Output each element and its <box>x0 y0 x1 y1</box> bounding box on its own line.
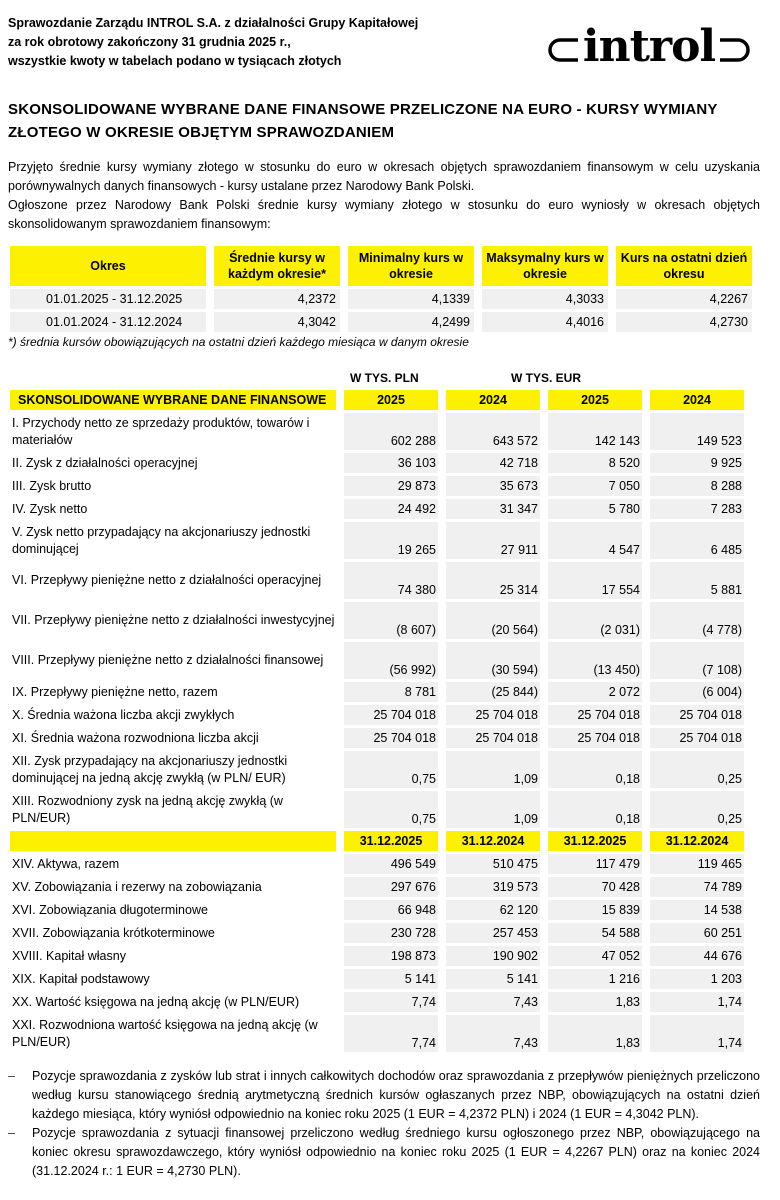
footnote-bullet: – <box>8 1126 15 1140</box>
financial-header-column: 2025 <box>548 390 642 410</box>
unit-pln-label: W TYS. PLN <box>350 371 419 385</box>
financial-header-column: 2024 <box>446 390 540 410</box>
financial-row-value: 643 572 <box>446 413 540 450</box>
financial-row-value: 5 141 <box>344 969 438 989</box>
footnotes <box>8 1067 760 1181</box>
financial-row-value: 29 873 <box>344 476 438 496</box>
financial-row <box>10 413 752 450</box>
financial-row <box>10 969 752 989</box>
financial-row <box>10 705 752 725</box>
financial-row-label: XII. Zysk przypadający na akcjonariuszy jednostki dominującej na jedną akcję zwykłą (w PLN/ EUR) <box>12 754 288 785</box>
financial-row-value: 119 465 <box>650 854 744 874</box>
financial-row-value: 66 948 <box>344 900 438 920</box>
financial-row <box>10 946 752 966</box>
financial-row-value: 74 789 <box>650 877 744 897</box>
financial-row <box>10 682 752 702</box>
rates-header-min: Minimalny kurs w okresie <box>348 246 474 286</box>
financial-row-value: 47 052 <box>548 946 642 966</box>
financial-row-value: 25 704 018 <box>548 705 642 725</box>
financial-row-value: 15 839 <box>548 900 642 920</box>
financial-header-label: SKONSOLIDOWANE WYBRANE DANE FINANSOWE <box>10 390 336 410</box>
rates-min: 4,2499 <box>348 312 474 332</box>
financial-row-value: 44 676 <box>650 946 744 966</box>
financial-row-value: (4 778) <box>650 602 744 639</box>
financial-row-value: 5 881 <box>650 562 744 599</box>
financial-row-value: 0,75 <box>344 751 438 788</box>
footnote-item <box>8 1067 760 1124</box>
financial-row-value: 1 203 <box>650 969 744 989</box>
financial-row-label: VI. Przepływy pieniężne netto z działalności operacyjnej <box>12 573 322 588</box>
financial-row-value: 31 347 <box>446 499 540 519</box>
financial-row-label: II. Zysk z działalności operacyjnej <box>12 455 198 470</box>
financial-row-label: I. Przychody netto ze sprzedaży produktów, towarów i materiałów <box>12 416 310 447</box>
financial-header-column: 31.12.2025 <box>344 831 438 851</box>
financial-row-value: (7 108) <box>650 642 744 679</box>
financial-row-value: (13 450) <box>548 642 642 679</box>
financial-row-value: 496 549 <box>344 854 438 874</box>
header-line-1: Sprawozdanie Zarządu INTROL S.A. z działalności Grupy Kapitałowej <box>8 16 419 30</box>
financial-row <box>10 453 752 473</box>
rates-average: 4,2372 <box>214 289 340 309</box>
financial-row-label: III. Zysk brutto <box>12 478 92 493</box>
financial-row <box>10 602 752 639</box>
rates-header-period: Okres <box>10 246 206 286</box>
financial-row-label: XIII. Rozwodniony zysk na jedną akcję zwykłą (w PLN/EUR) <box>12 794 283 825</box>
unit-eur-label: W TYS. EUR <box>511 371 582 385</box>
financial-row <box>10 751 752 788</box>
financial-row-value: 25 314 <box>446 562 540 599</box>
financial-row-value: 14 538 <box>650 900 744 920</box>
financial-row-label: XVIII. Kapitał własny <box>12 948 126 963</box>
financial-row-value: 1,74 <box>650 1015 744 1052</box>
financial-row-value: 25 704 018 <box>344 705 438 725</box>
rates-row <box>10 312 752 332</box>
financial-row-value: 142 143 <box>548 413 642 450</box>
financial-row-value: 7 050 <box>548 476 642 496</box>
financial-row <box>10 562 752 599</box>
financial-row-value: 5 141 <box>446 969 540 989</box>
financial-row-value: 7,43 <box>446 992 540 1012</box>
financial-data-table <box>10 390 752 1052</box>
financial-row-value: 8 520 <box>548 453 642 473</box>
financial-row-value: 1,09 <box>446 751 540 788</box>
section-title: SKONSOLIDOWANE WYBRANE DANE FINANSOWE PRZELICZONE NA EURO - KURSY WYMIANY ZŁOTEGO W OKRESIE OBJĘTYM SPRAWOZDANIEM <box>8 101 718 141</box>
rates-footnote: *) średnia kursów obowiązujących na ostatni dzień każdego miesiąca w danym okresie <box>8 335 469 349</box>
footnote-text: Pozycje sprawozdania z sytuacji finansowej przeliczono według średniego kursu ogłoszonego przez NBP, obowiązującego na koniec okresu sprawozdawczego, który wyniósł odpowiednio na koniec roku 2025 (1 EUR = 4,2267 PLN) oraz na koniec 2024 (31.12.2024 r.: 1 EUR = 4,2730 PLN). <box>32 1126 760 1178</box>
rates-max: 4,3033 <box>482 289 608 309</box>
financial-row-value: 74 380 <box>344 562 438 599</box>
financial-header-column: 2024 <box>650 390 744 410</box>
financial-row-value: 1,83 <box>548 1015 642 1052</box>
financial-header-row <box>10 390 752 410</box>
financial-row-value: 24 492 <box>344 499 438 519</box>
financial-row-value: 4 547 <box>548 522 642 559</box>
financial-row-value: 602 288 <box>344 413 438 450</box>
financial-row-label: VIII. Przepływy pieniężne netto z działalności finansowej <box>12 653 324 668</box>
financial-row-value: 319 573 <box>446 877 540 897</box>
financial-row-value: 19 265 <box>344 522 438 559</box>
financial-row-label: XXI. Rozwodniona wartość księgowa na jedną akcję (w PLN/EUR) <box>12 1018 318 1049</box>
financial-row-value: (8 607) <box>344 602 438 639</box>
financial-row-value: 25 704 018 <box>548 728 642 748</box>
footnote-item <box>8 1124 760 1181</box>
rates-header-row <box>10 246 752 286</box>
rates-row <box>10 289 752 309</box>
financial-row-value: 190 902 <box>446 946 540 966</box>
financial-row-label: VII. Przepływy pieniężne netto z działalności inwestycyjnej <box>12 613 335 628</box>
financial-row <box>10 877 752 897</box>
exchange-rates-table <box>10 246 752 332</box>
financial-row-value: 7,74 <box>344 992 438 1012</box>
financial-row <box>10 1015 752 1052</box>
financial-row-value: 25 704 018 <box>446 728 540 748</box>
financial-header-label <box>10 831 336 851</box>
financial-row <box>10 992 752 1012</box>
financial-row-value: 27 911 <box>446 522 540 559</box>
financial-row-label: XVII. Zobowiązania krótkoterminowe <box>12 925 215 940</box>
financial-row-value: 1 216 <box>548 969 642 989</box>
financial-row-label: V. Zysk netto przypadający na akcjonariuszy jednostki dominującej <box>12 525 311 556</box>
financial-header-column: 31.12.2024 <box>446 831 540 851</box>
financial-row <box>10 854 752 874</box>
financial-row-value: (56 992) <box>344 642 438 679</box>
financial-row-value: 36 103 <box>344 453 438 473</box>
intro-text <box>8 158 760 234</box>
financial-row-label: X. Średnia ważona liczba akcji zwykłych <box>12 707 235 722</box>
financial-row-value: 0,75 <box>344 791 438 828</box>
financial-row-value: 230 728 <box>344 923 438 943</box>
financial-row-value: 60 251 <box>650 923 744 943</box>
financial-row-value: (30 594) <box>446 642 540 679</box>
footnote-text: Pozycje sprawozdania z zysków lub strat i innych całkowitych dochodów oraz sprawozdania z przepływów pieniężnych przeliczono według kursu stanowiącego średnią arytmetyczną średnich kursów ogłaszanych przez NBP, obowiązujących na ostatni dzień każdego miesiąca, który wyniósł odpowiednio na koniec roku 2025 (1 EUR = 4,2372 PLN) i 2024 (1 EUR = 4,3042 PLN). <box>32 1069 760 1121</box>
financial-row-value: (20 564) <box>446 602 540 639</box>
financial-row-label: IX. Przepływy pieniężne netto, razem <box>12 684 218 699</box>
financial-row-value: 70 428 <box>548 877 642 897</box>
logo-text: introl <box>582 21 716 72</box>
financial-row-value: 42 718 <box>446 453 540 473</box>
financial-header-column: 31.12.2024 <box>650 831 744 851</box>
financial-row-value: 7 283 <box>650 499 744 519</box>
rates-average: 4,3042 <box>214 312 340 332</box>
financial-row-value: 9 925 <box>650 453 744 473</box>
financial-row-value: 25 704 018 <box>344 728 438 748</box>
rates-max: 4,4016 <box>482 312 608 332</box>
financial-row-value: 1,83 <box>548 992 642 1012</box>
financial-row <box>10 499 752 519</box>
financial-row <box>10 522 752 559</box>
financial-row-value: 1,74 <box>650 992 744 1012</box>
rates-period: 01.01.2024 - 31.12.2024 <box>10 312 206 332</box>
rates-min: 4,1339 <box>348 289 474 309</box>
financial-row-value: 297 676 <box>344 877 438 897</box>
financial-row-value: 25 704 018 <box>650 705 744 725</box>
rates-header-max: Maksymalny kurs w okresie <box>482 246 608 286</box>
financial-row <box>10 923 752 943</box>
financial-row <box>10 642 752 679</box>
financial-row-value: 54 588 <box>548 923 642 943</box>
financial-row <box>10 476 752 496</box>
header-line-3: wszystkie kwoty w tabelach podano w tysiącach złotych <box>8 54 342 68</box>
financial-row-value: 0,25 <box>650 751 744 788</box>
rates-last-day: 4,2730 <box>616 312 752 332</box>
financial-header-row <box>10 831 752 851</box>
rates-period: 01.01.2025 - 31.12.2025 <box>10 289 206 309</box>
financial-row-value: 0,18 <box>548 791 642 828</box>
financial-row-value: 198 873 <box>344 946 438 966</box>
rates-header-last-day: Kurs na ostatni dzień okresu <box>616 246 752 286</box>
financial-row-label: XX. Wartość księgowa na jedną akcję (w PLN/EUR) <box>12 994 300 1009</box>
financial-row-value: 17 554 <box>548 562 642 599</box>
financial-row-value: 8 288 <box>650 476 744 496</box>
rates-last-day: 4,2267 <box>616 289 752 309</box>
financial-row-value: 25 704 018 <box>446 705 540 725</box>
financial-row-value: 149 523 <box>650 413 744 450</box>
financial-row-label: XIV. Aktywa, razem <box>12 856 120 871</box>
report-header <box>8 14 528 71</box>
footnote-bullet: – <box>8 1069 15 1083</box>
financial-row-value: 35 673 <box>446 476 540 496</box>
financial-row-value: 8 781 <box>344 682 438 702</box>
intro-paragraph-2: Ogłoszone przez Narodowy Bank Polski średnie kursy wymiany złotego w stosunku do euro wyniosły w okresach objętych skonsolidowanym sprawozdaniem finansowym: <box>8 198 760 231</box>
financial-row-value: 0,25 <box>650 791 744 828</box>
financial-row-value: 0,18 <box>548 751 642 788</box>
financial-row-value: (25 844) <box>446 682 540 702</box>
financial-row-value: (6 004) <box>650 682 744 702</box>
financial-row-value: 6 485 <box>650 522 744 559</box>
financial-row-value: 257 453 <box>446 923 540 943</box>
financial-row-label: XVI. Zobowiązania długoterminowe <box>12 902 208 917</box>
financial-row-value: 25 704 018 <box>650 728 744 748</box>
financial-row-value: 62 120 <box>446 900 540 920</box>
financial-row-label: XIX. Kapitał podstawowy <box>12 971 150 986</box>
header-line-2: za rok obrotowy zakończony 31 grudnia 2025 r., <box>8 35 291 49</box>
financial-row-value: 117 479 <box>548 854 642 874</box>
financial-row-value: 7,43 <box>446 1015 540 1052</box>
rates-header-average: Średnie kursy w każdym okresie* <box>214 246 340 286</box>
intro-paragraph-1: Przyjęto średnie kursy wymiany złotego w stosunku do euro w okresach objętych sprawozdaniem finansowym w celu uzyskania porównywalnych danych finansowych - kursy ustalane przez Narodowy Bank Polski. <box>8 160 760 193</box>
financial-row <box>10 791 752 828</box>
financial-row-value: 7,74 <box>344 1015 438 1052</box>
financial-row-value: 1,09 <box>446 791 540 828</box>
financial-row <box>10 900 752 920</box>
financial-row-label: XI. Średnia ważona rozwodniona liczba akcji <box>12 730 259 745</box>
financial-row-label: IV. Zysk netto <box>12 501 88 516</box>
financial-row-value: (2 031) <box>548 602 642 639</box>
financial-row-value: 510 475 <box>446 854 540 874</box>
financial-row-label: XV. Zobowiązania i rezerwy na zobowiązania <box>12 879 262 894</box>
financial-row-value: 2 072 <box>548 682 642 702</box>
financial-header-column: 31.12.2025 <box>548 831 642 851</box>
financial-row <box>10 728 752 748</box>
financial-header-column: 2025 <box>344 390 438 410</box>
introl-logo <box>548 14 750 74</box>
financial-row-value: 5 780 <box>548 499 642 519</box>
